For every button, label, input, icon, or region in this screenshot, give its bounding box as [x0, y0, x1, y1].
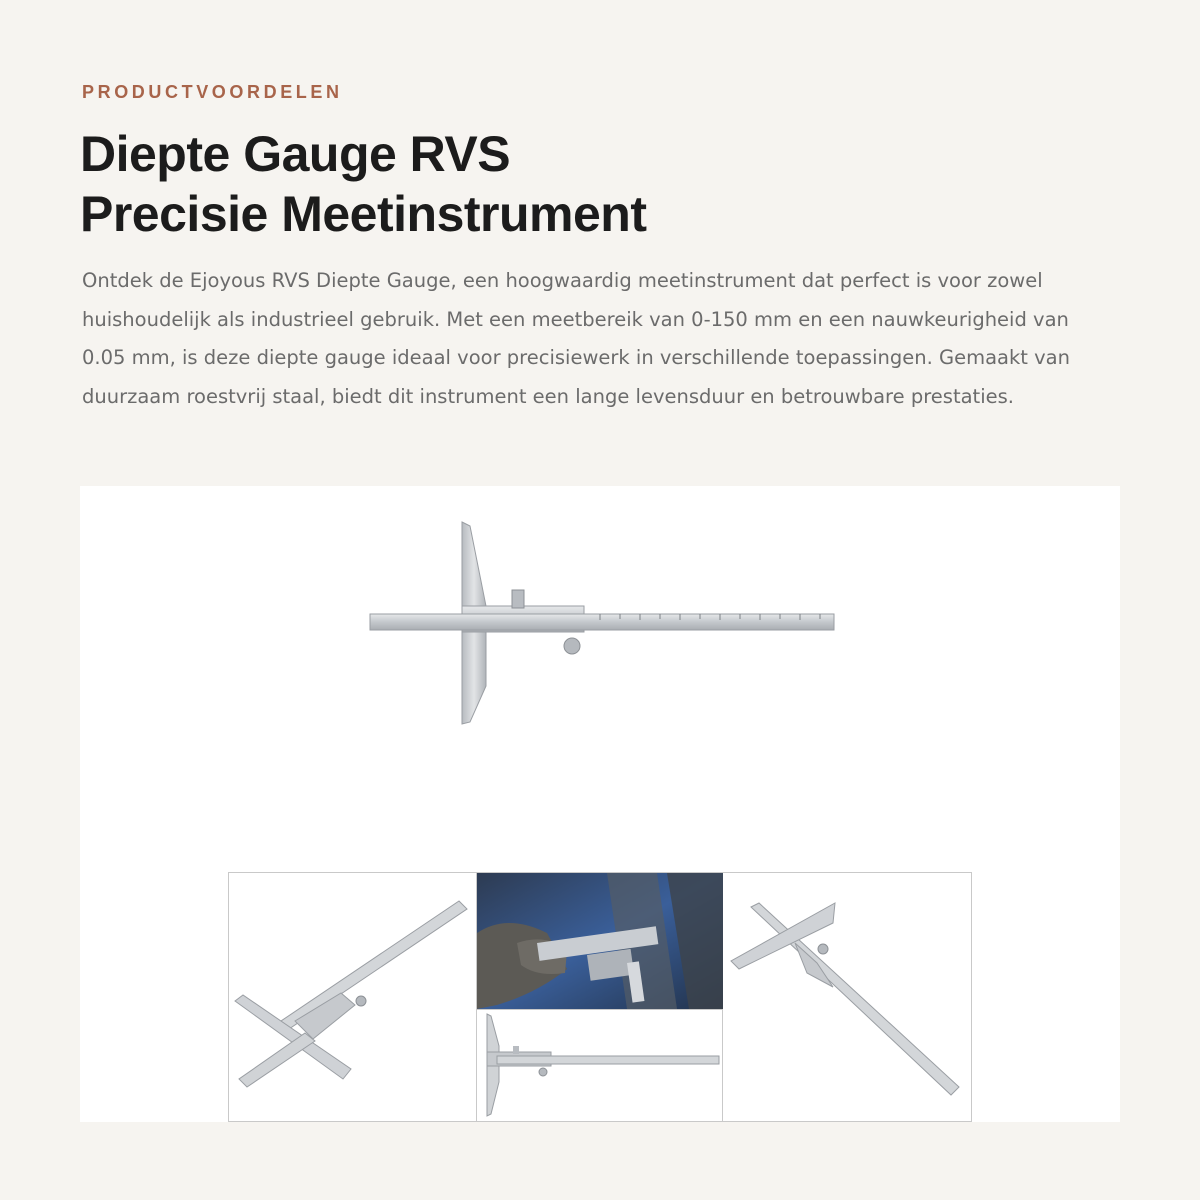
- title-line-1: Diepte Gauge RVS: [80, 126, 511, 182]
- product-description: Ontdek de Ejoyous RVS Diepte Gauge, een hoogwaardig meetinstrument dat perfect is voor zowel huishoudelijk als industrieel gebruik. Met een meetbereik van 0-150 mm en een nauwkeurigheid van 0.05 mm, is deze diepte gauge ideaal voor precisiewerk in verschillende toepassingen. Gemaakt van duurzaam roestvrij staal, biedt dit instrument een lange levensduur en betrouwbare prestaties.: [82, 269, 1070, 408]
- in-use-photo: [477, 873, 723, 1009]
- thumbnail-angled-left[interactable]: [229, 873, 477, 1121]
- thumbnail-angled-right[interactable]: [723, 873, 971, 1121]
- thumbnail-in-use[interactable]: [477, 873, 723, 1121]
- thumbnail-strip: [228, 872, 972, 1122]
- section-eyebrow: PRODUCTVOORDELEN: [82, 82, 343, 102]
- page-title: [80, 124, 1120, 244]
- main-product-image: [80, 486, 1120, 866]
- depth-gauge-small-image: [477, 1009, 723, 1121]
- depth-gauge-angled-left-image: [229, 873, 476, 1121]
- title-line-2: Precisie Meetinstrument: [80, 186, 647, 242]
- product-image-panel: [80, 486, 1120, 1122]
- depth-gauge-angled-right-image: [723, 873, 971, 1121]
